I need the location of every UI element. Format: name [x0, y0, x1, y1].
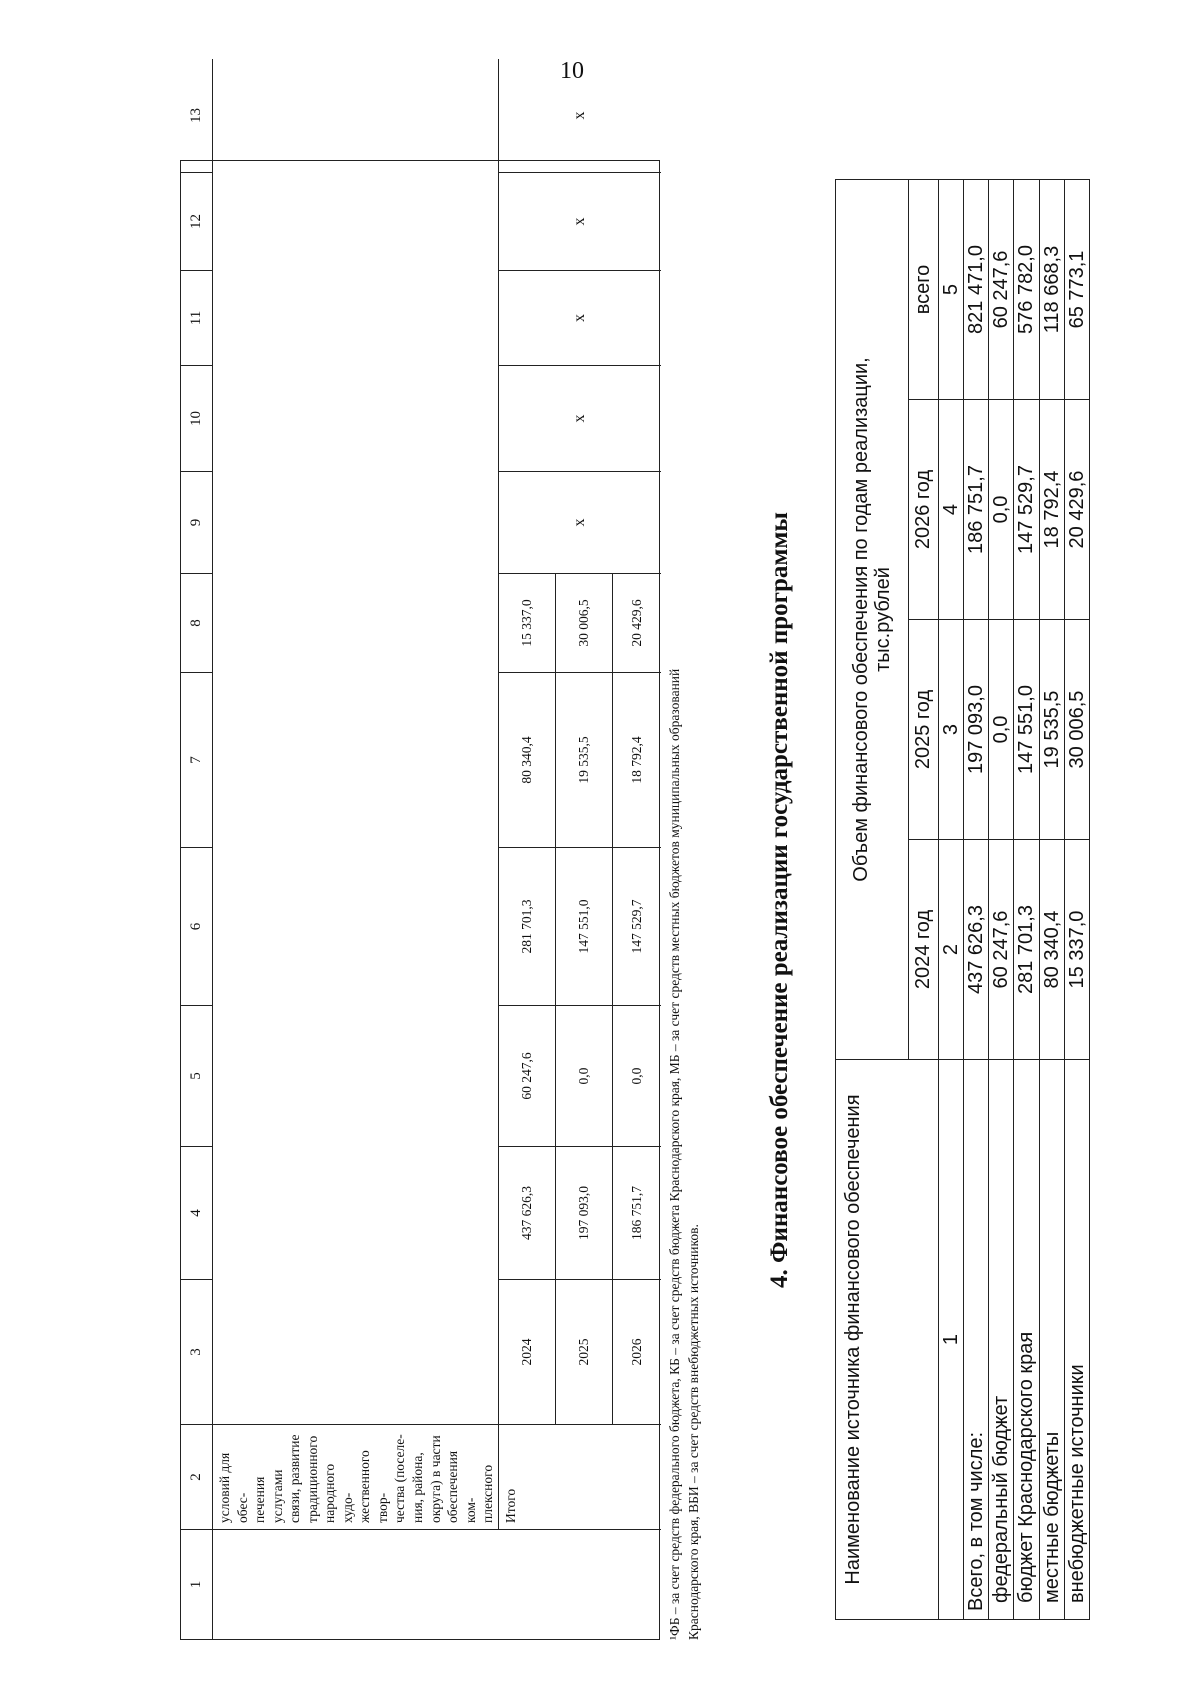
year-cell: 2024: [499, 1279, 556, 1424]
col-header-5: 5: [181, 1005, 213, 1146]
amount-cell: 18 792,4: [613, 672, 661, 847]
value-cell: 437 626,3: [963, 840, 988, 1060]
value-cell: 80 340,4: [1039, 840, 1064, 1060]
total-label: Итого: [499, 1424, 661, 1529]
x-mark-cell: х: [499, 172, 661, 270]
volume-header-line: тыс.рублей: [871, 567, 894, 672]
year-header: 2025 год: [908, 620, 938, 840]
value-cell: 65 773,1: [1064, 179, 1089, 399]
col-header-11: 11: [181, 270, 213, 365]
col-number: 3: [938, 620, 963, 840]
value-cell: 147 551,0: [1014, 620, 1039, 840]
col-number: 4: [938, 400, 963, 620]
year-header: 2026 год: [908, 400, 938, 620]
volume-header: [836, 179, 909, 1059]
table-row: [1039, 179, 1064, 1619]
source-name: внебюджетные источники: [1064, 1060, 1089, 1620]
amount-cell: 80 340,4: [499, 672, 556, 847]
year-cell: 2026: [613, 1279, 661, 1424]
x-mark-cell: х: [499, 365, 661, 471]
value-cell: 20 429,6: [1064, 400, 1089, 620]
amount-cell: 186 751,7: [613, 1146, 661, 1279]
x-mark-cell: х: [499, 471, 661, 573]
table-row: [1064, 179, 1089, 1619]
source-name: федеральный бюджет: [989, 1060, 1014, 1620]
year-header: 2024 год: [908, 840, 938, 1060]
value-cell: 186 751,7: [963, 400, 988, 620]
col-header-1: 1: [181, 1529, 213, 1639]
blank-row: [213, 59, 499, 1424]
col-header-8: 8: [181, 573, 213, 672]
amount-cell: 20 429,6: [613, 573, 661, 672]
col-header-10: 10: [181, 365, 213, 471]
value-cell: 147 529,7: [1014, 400, 1039, 620]
amount-cell: 437 626,3: [499, 1146, 556, 1279]
footnote-line: Краснодарского края, ВБИ – за счет средств внебюджетных источников.: [685, 1224, 701, 1640]
col-header-12: 12: [181, 172, 213, 270]
value-cell: 0,0: [989, 620, 1014, 840]
rotated-content: [180, 108, 1200, 1640]
col-header-3: 3: [181, 1279, 213, 1424]
total-header: всего: [908, 179, 938, 399]
source-header: Наименование источника финансового обеспечения: [836, 1060, 939, 1620]
section-title: 4. Финансовое обеспечение реализации государственной программы: [766, 512, 793, 1288]
amount-cell: 281 701,3: [499, 847, 556, 1005]
value-cell: 0,0: [989, 400, 1014, 620]
col1-empty: [213, 1529, 661, 1639]
amount-cell: 197 093,0: [556, 1146, 613, 1279]
finance-table: [835, 179, 1090, 1620]
col-number: 1: [938, 1060, 963, 1620]
col-header-7: 7: [181, 672, 213, 847]
value-cell: 118 668,3: [1039, 179, 1064, 399]
source-name: бюджет Краснодарского края: [1014, 1060, 1039, 1620]
volume-header-line: Объем финансового обеспечения по годам реализации,: [849, 357, 872, 882]
value-cell: 60 247,6: [989, 840, 1014, 1060]
value-cell: 30 006,5: [1064, 620, 1089, 840]
amount-cell: 19 535,5: [556, 672, 613, 847]
source-name: местные бюджеты: [1039, 1060, 1064, 1620]
value-cell: 18 792,4: [1039, 400, 1064, 620]
value-cell: 576 782,0: [1014, 179, 1039, 399]
col-header-13: 13: [181, 59, 213, 172]
amount-cell: 0,0: [613, 1005, 661, 1146]
col-header-2: 2: [181, 1424, 213, 1529]
continuation-table: [180, 108, 660, 1640]
amount-cell: 147 529,7: [613, 847, 661, 1005]
amount-cell: 0,0: [556, 1005, 613, 1146]
page-number: 10: [560, 58, 584, 84]
col-header-4: 4: [181, 1146, 213, 1279]
footnote: [666, 160, 704, 1640]
footnote-line: ¹ФБ – за счет средств федерального бюджета, КБ – за счет средств бюджета Краснодарского края, МБ – за счет средств местных бюджетов муниципальных образований: [667, 668, 682, 1640]
value-cell: 15 337,0: [1064, 840, 1089, 1060]
amount-cell: 147 551,0: [556, 847, 613, 1005]
table-row: [1014, 179, 1039, 1619]
col-header-9: 9: [181, 471, 213, 573]
value-cell: 19 535,5: [1039, 620, 1064, 840]
col-header-6: 6: [181, 847, 213, 1005]
amount-cell: 60 247,6: [499, 1005, 556, 1146]
measure-description: условий для обес- печения услугами связи, развитие традиционного народного худо- жественного твор- чества (поселе- ния, района, округа) в части обеспечения ком- плексного: [213, 1424, 499, 1529]
col-number: 5: [938, 179, 963, 399]
col-number: 2: [938, 840, 963, 1060]
table-row: [989, 179, 1014, 1619]
amount-cell: 30 006,5: [556, 573, 613, 672]
value-cell: 281 701,3: [1014, 840, 1039, 1060]
table-row: [963, 179, 988, 1619]
value-cell: 197 093,0: [963, 620, 988, 840]
source-name: Всего, в том числе:: [963, 1060, 988, 1620]
amount-cell: 15 337,0: [499, 573, 556, 672]
value-cell: 60 247,6: [989, 179, 1014, 399]
x-mark-cell: х: [499, 270, 661, 365]
x-mark-cell: х: [570, 111, 588, 120]
value-cell: 821 471,0: [963, 179, 988, 399]
year-cell: 2025: [556, 1279, 613, 1424]
